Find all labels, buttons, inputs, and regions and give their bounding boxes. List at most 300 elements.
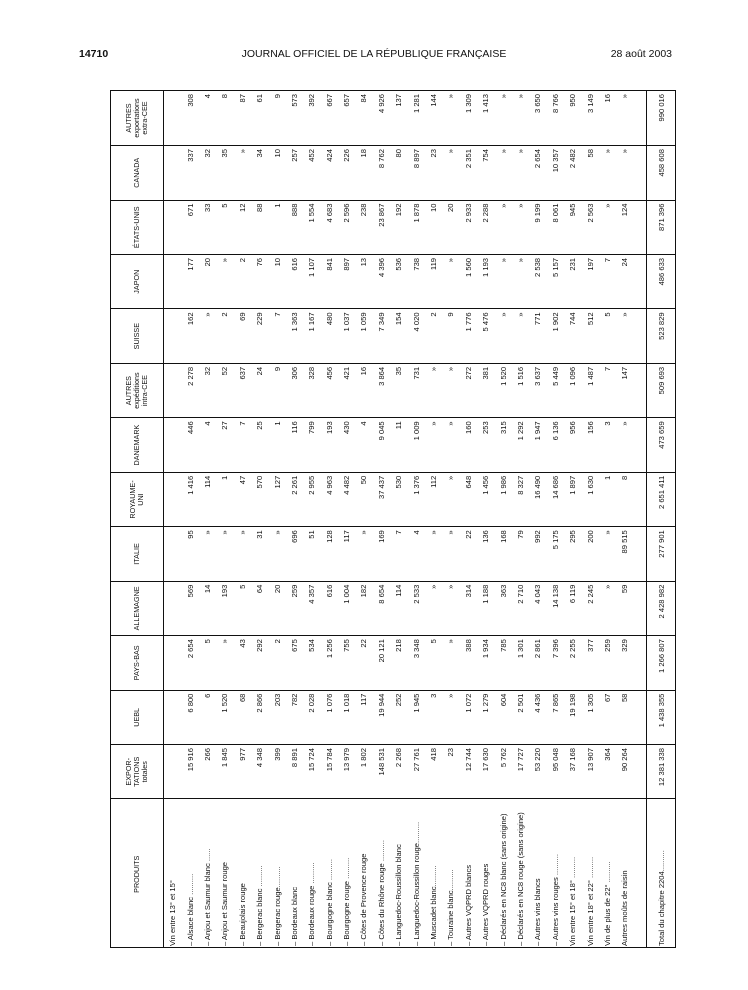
table-cell: »	[443, 636, 460, 690]
table-cell: 31	[251, 527, 268, 581]
table-cell: 117	[338, 527, 355, 581]
table-cell: 5 476	[477, 309, 494, 363]
table-cell: »	[425, 418, 442, 472]
table-cell: 1 516	[512, 363, 529, 417]
table-cell: 4	[199, 418, 216, 472]
table-cell: 4	[199, 91, 216, 146]
table-cell: 530	[390, 472, 407, 526]
table-cell: 127	[269, 472, 286, 526]
table-cell: 20	[269, 581, 286, 635]
table-cell: 5	[234, 581, 251, 635]
row-label: – Anjou et Saumur blanc ......	[202, 848, 212, 946]
table-row	[269, 91, 286, 948]
table-cell: 2 278	[182, 363, 199, 417]
table-cell: 8 762	[373, 146, 390, 200]
table-row	[530, 91, 547, 948]
spacer-cell	[634, 472, 647, 526]
row-label: – Languedoc-Roussillon blanc	[394, 844, 404, 946]
table-cell: 1 945	[408, 690, 425, 744]
table-cell: 144	[425, 91, 442, 146]
table-cell: 25	[251, 418, 268, 472]
table-cell: 5 449	[547, 363, 564, 417]
table-cell: 785	[495, 636, 512, 690]
table-cell: 61	[251, 91, 268, 146]
table-cell: 116	[286, 418, 303, 472]
table-cell: 6 119	[564, 581, 581, 635]
row-label: – Muscadet blanc..........	[429, 865, 439, 946]
table-cell: 2	[217, 309, 234, 363]
table-cell: 16	[599, 91, 616, 146]
table-cell: 8	[217, 91, 234, 146]
table-cell: 446	[182, 418, 199, 472]
page-header	[0, 0, 748, 70]
table-cell: 10 357	[547, 146, 564, 200]
total-cell: 509 693	[647, 363, 677, 417]
table-cell: »	[443, 146, 460, 200]
row-label: Vin entre 15° et 18° ..........	[568, 856, 578, 946]
table-cell: 1 009	[408, 418, 425, 472]
table-cell: »	[443, 527, 460, 581]
table-cell: »	[443, 363, 460, 417]
table-cell: 667	[321, 91, 338, 146]
table-cell: 4 926	[373, 91, 390, 146]
table-cell: 114	[390, 581, 407, 635]
column-header: CANADA	[111, 146, 164, 200]
table-cell: »	[512, 91, 529, 146]
table-cell: 23	[443, 745, 460, 799]
table-cell: 2 255	[564, 636, 581, 690]
table-row	[564, 91, 581, 948]
table-cell: 888	[286, 200, 303, 254]
table-cell: 377	[582, 636, 599, 690]
table-cell: »	[199, 527, 216, 581]
table-cell: 35	[390, 363, 407, 417]
table-cell: 1 947	[530, 418, 547, 472]
table-cell: 4 683	[321, 200, 338, 254]
table-cell: 13 979	[338, 745, 355, 799]
table-cell: 2	[234, 254, 251, 308]
row-label: – Anjou et Saumur rouge	[220, 861, 230, 946]
total-cell: 871 396	[647, 200, 677, 254]
table-cell: 616	[286, 254, 303, 308]
table-cell: »	[443, 472, 460, 526]
table-cell: 51	[304, 527, 321, 581]
spacer-cell	[634, 745, 647, 799]
table-cell: 231	[564, 254, 581, 308]
column-header: PAYS-BAS	[111, 636, 164, 690]
table-cell: »	[495, 309, 512, 363]
table-cell: 7 396	[547, 636, 564, 690]
table-cell: 88	[251, 200, 268, 254]
table-cell: »	[617, 146, 634, 200]
total-row	[647, 91, 677, 948]
table-cell: 89 515	[617, 527, 634, 581]
column-header: JAPON	[111, 254, 164, 308]
table-cell: »	[599, 581, 616, 635]
table-cell: 1 096	[564, 363, 581, 417]
table-cell: 218	[390, 636, 407, 690]
table-cell	[164, 581, 182, 635]
table-cell: »	[495, 200, 512, 254]
table-row	[356, 91, 373, 948]
column-header: AUTRES exportations extra-CEE	[111, 91, 164, 146]
table-row	[234, 91, 251, 948]
table-cell: 4 482	[338, 472, 355, 526]
table-cell: 7	[390, 527, 407, 581]
table-cell: 2 268	[390, 745, 407, 799]
total-cell: 523 829	[647, 309, 677, 363]
table-cell	[164, 745, 182, 799]
table-cell: 1 776	[460, 309, 477, 363]
table-body	[164, 91, 677, 948]
table-cell: 52	[217, 363, 234, 417]
table-cell: 696	[286, 527, 303, 581]
column-header: ÉTATS-UNIS	[111, 200, 164, 254]
table-cell: 1 018	[338, 690, 355, 744]
spacer-cell	[634, 309, 647, 363]
table-cell: »	[199, 309, 216, 363]
table-cell	[164, 309, 182, 363]
table-cell: 23	[425, 146, 442, 200]
table-cell: 4 348	[251, 745, 268, 799]
table-cell: 4 396	[373, 254, 390, 308]
table-cell: 9	[269, 91, 286, 146]
table-row	[199, 91, 216, 948]
table-cell: »	[217, 527, 234, 581]
table-cell: 95	[182, 527, 199, 581]
table-cell: 2 861	[530, 636, 547, 690]
table-row	[599, 91, 616, 948]
table-cell: 259	[599, 636, 616, 690]
table-cell: 148 531	[373, 745, 390, 799]
table-cell: 4	[408, 527, 425, 581]
table-cell: 3 864	[373, 363, 390, 417]
row-label: – Touraine blanc..........	[446, 869, 456, 946]
table-cell: 1 630	[582, 472, 599, 526]
table-cell: 3 149	[582, 91, 599, 146]
table-cell: 570	[251, 472, 268, 526]
table-cell: 1 902	[547, 309, 564, 363]
table-cell: 33	[199, 200, 216, 254]
table-cell: 20 121	[373, 636, 390, 690]
column-header-products: PRODUITS	[111, 799, 164, 948]
table-cell: 1 193	[477, 254, 494, 308]
table-cell: 8 327	[512, 472, 529, 526]
table-cell: »	[599, 527, 616, 581]
table-cell: 2 261	[286, 472, 303, 526]
table-cell: 59	[617, 581, 634, 635]
table-cell: 4	[356, 418, 373, 472]
table-cell: 314	[460, 581, 477, 635]
table-cell: 1 279	[477, 690, 494, 744]
table-cell	[164, 418, 182, 472]
table-cell: »	[356, 527, 373, 581]
table-row	[495, 91, 512, 948]
table-cell: 197	[582, 254, 599, 308]
table-cell: 8 897	[408, 146, 425, 200]
spacer-cell	[634, 91, 647, 146]
table-cell: 3 348	[408, 636, 425, 690]
table-cell: 193	[217, 581, 234, 635]
table-cell: 418	[425, 745, 442, 799]
table-cell	[164, 363, 182, 417]
table-row	[582, 91, 599, 948]
table-cell: 87	[234, 91, 251, 146]
table-cell: »	[599, 146, 616, 200]
table-cell: 252	[390, 690, 407, 744]
table-cell: 754	[477, 146, 494, 200]
table-cell: 238	[356, 200, 373, 254]
row-label: – Bourgogne blanc ..........	[324, 859, 334, 946]
table-cell: 259	[286, 581, 303, 635]
table-cell: 68	[234, 690, 251, 744]
table-row	[164, 91, 182, 948]
table-cell: »	[425, 581, 442, 635]
table-cell: 295	[564, 527, 581, 581]
table-cell: 452	[304, 146, 321, 200]
table-cell: 2 933	[460, 200, 477, 254]
table-cell: 15 784	[321, 745, 338, 799]
table-cell: 456	[321, 363, 338, 417]
table-cell: 2 563	[582, 200, 599, 254]
table-cell: 17 727	[512, 745, 529, 799]
table-cell: 8	[617, 472, 634, 526]
total-cell: 2 428 982	[647, 581, 677, 635]
table-cell: 1 076	[321, 690, 338, 744]
table-cell: 154	[390, 309, 407, 363]
table-cell	[164, 146, 182, 200]
table-cell: 616	[321, 581, 338, 635]
table-cell: »	[617, 91, 634, 146]
table-cell: 1 059	[356, 309, 373, 363]
table-cell: 1 878	[408, 200, 425, 254]
table-cell	[164, 91, 182, 146]
table-cell	[164, 254, 182, 308]
table-cell: 5 175	[547, 527, 564, 581]
table-cell: 27	[217, 418, 234, 472]
total-label: Total du chapitre 2204..........	[647, 799, 677, 948]
table-cell: 76	[251, 254, 268, 308]
table-cell: 2 351	[460, 146, 477, 200]
table-cell: 2 533	[408, 581, 425, 635]
table-cell: 480	[321, 309, 338, 363]
table-cell: 1 072	[460, 690, 477, 744]
table-cell: 9	[269, 363, 286, 417]
table-cell: 15 916	[182, 745, 199, 799]
table-cell: 2	[425, 309, 442, 363]
row-label: – Beaujolais rouge	[237, 883, 247, 946]
spacer-cell	[634, 363, 647, 417]
table-cell: 315	[495, 418, 512, 472]
table-cell	[164, 636, 182, 690]
table-cell: 257	[286, 146, 303, 200]
table-cell: 192	[390, 200, 407, 254]
table-cell: 2 866	[251, 690, 268, 744]
table-cell: »	[425, 527, 442, 581]
table-cell: 1 292	[512, 418, 529, 472]
table-cell: 7	[269, 309, 286, 363]
table-cell: 35	[217, 146, 234, 200]
table-cell: 137	[390, 91, 407, 146]
table-cell: 3 650	[530, 91, 547, 146]
table-cell	[164, 690, 182, 744]
table-cell: 11	[390, 418, 407, 472]
table-cell: 1 520	[217, 690, 234, 744]
table-cell: 24	[617, 254, 634, 308]
table-cell: 69	[234, 309, 251, 363]
table-cell: 27 761	[408, 745, 425, 799]
table-cell: 5	[199, 636, 216, 690]
row-label: – Déclarés en NC8 blanc (sans origine)	[498, 813, 508, 946]
table-cell: 203	[269, 690, 286, 744]
table-cell: 6	[199, 690, 216, 744]
table-cell: 392	[304, 91, 321, 146]
table-cell: »	[443, 581, 460, 635]
row-label: Vin de plus de 22° ..........	[602, 861, 612, 946]
table-cell: 2 028	[304, 690, 321, 744]
table-cell: 2 245	[582, 581, 599, 635]
row-label: – Côtes de Provence rouge	[359, 853, 369, 946]
table-cell: 1 897	[564, 472, 581, 526]
journal-title: JOURNAL OFFICIEL DE LA RÉPUBLIQUE FRANÇAISE	[241, 48, 507, 60]
table-cell: 4 043	[530, 581, 547, 635]
spacer-cell	[634, 254, 647, 308]
table-cell: 738	[408, 254, 425, 308]
table-row	[390, 91, 407, 948]
table-cell: 4 020	[408, 309, 425, 363]
table-row	[443, 91, 460, 948]
table-cell: 744	[564, 309, 581, 363]
table-row	[477, 91, 494, 948]
table-row	[408, 91, 425, 948]
table-cell: »	[495, 254, 512, 308]
table-cell: 1 554	[304, 200, 321, 254]
table-row	[286, 91, 303, 948]
table-cell: 53 220	[530, 745, 547, 799]
table-cell: 771	[530, 309, 547, 363]
table-row	[373, 91, 390, 948]
table-cell: 782	[286, 690, 303, 744]
table-cell: 1 376	[408, 472, 425, 526]
table-cell: 671	[182, 200, 199, 254]
table-cell: 604	[495, 690, 512, 744]
table-cell: 168	[495, 527, 512, 581]
spacer-cell	[634, 418, 647, 472]
table-cell: 43	[234, 636, 251, 690]
table-cell: 897	[338, 254, 355, 308]
table-cell: 20	[199, 254, 216, 308]
table-cell: 200	[582, 527, 599, 581]
page-number: 14710	[79, 48, 109, 60]
table-cell: 124	[617, 200, 634, 254]
table-cell: 14	[199, 581, 216, 635]
table-cell: 992	[530, 527, 547, 581]
table-cell: 1 416	[182, 472, 199, 526]
table-cell	[164, 472, 182, 526]
table-cell: 5	[425, 636, 442, 690]
column-header: ROYAUME-UNI	[111, 472, 164, 526]
table-cell: 9 199	[530, 200, 547, 254]
table-cell: 1	[269, 200, 286, 254]
table-cell: 7 349	[373, 309, 390, 363]
table-cell: 22	[460, 527, 477, 581]
row-label: – Bergerac blanc ..........	[255, 865, 265, 946]
table-cell: 1 456	[477, 472, 494, 526]
row-label: – Autres vins blancs	[533, 878, 543, 946]
total-cell: 277 901	[647, 527, 677, 581]
table-cell: 9	[443, 309, 460, 363]
table-cell: 58	[582, 146, 599, 200]
table-cell: 1 167	[304, 309, 321, 363]
table-cell: 755	[338, 636, 355, 690]
spacer-cell	[634, 200, 647, 254]
table-cell: 7 865	[547, 690, 564, 744]
table-cell: 14 686	[547, 472, 564, 526]
table-cell: 32	[199, 363, 216, 417]
table-cell: 119	[425, 254, 442, 308]
table-cell: 1 309	[460, 91, 477, 146]
table-cell	[164, 527, 182, 581]
table-cell: 80	[390, 146, 407, 200]
table-cell: 182	[356, 581, 373, 635]
table-cell: 50	[356, 472, 373, 526]
table-cell: 177	[182, 254, 199, 308]
table-cell: 8 891	[286, 745, 303, 799]
table-cell: 1 301	[512, 636, 529, 690]
table-cell: »	[234, 527, 251, 581]
table-cell: 47	[234, 472, 251, 526]
table-cell: 253	[477, 418, 494, 472]
table-cell: 19 944	[373, 690, 390, 744]
table-cell: 841	[321, 254, 338, 308]
table-cell: 24	[251, 363, 268, 417]
table-cell: 363	[495, 581, 512, 635]
spacer-cell	[634, 690, 647, 744]
table-cell: »	[217, 636, 234, 690]
table-cell: 5	[599, 309, 616, 363]
table-cell: »	[512, 309, 529, 363]
spacer-cell	[634, 146, 647, 200]
table-cell: 147	[617, 363, 634, 417]
spacer-cell	[634, 636, 647, 690]
table-cell: 117	[356, 690, 373, 744]
table-cell: 4 963	[321, 472, 338, 526]
table-cell: 5	[217, 200, 234, 254]
table-cell: 306	[286, 363, 303, 417]
row-label: – Autres vins rouges ..........	[550, 853, 560, 946]
table-cell: »	[599, 200, 616, 254]
table-cell: 1 560	[460, 254, 477, 308]
table-row	[512, 91, 529, 948]
table-cell: 4 357	[304, 581, 321, 635]
table-cell: 1	[269, 418, 286, 472]
row-label: – Languedoc-Roussillon rouge..........	[411, 821, 421, 946]
table-cell: 22	[356, 636, 373, 690]
table-cell: 58	[617, 690, 634, 744]
column-header: SUISSE	[111, 309, 164, 363]
table-cell: 1 986	[495, 472, 512, 526]
column-header: DANEMARK	[111, 418, 164, 472]
row-label: – Bordeaux rouge ..........	[307, 862, 317, 946]
table-cell: 1 934	[477, 636, 494, 690]
export-table-frame	[110, 90, 676, 948]
table-cell: 14 138	[547, 581, 564, 635]
table-cell: 1 845	[217, 745, 234, 799]
table-cell: »	[443, 254, 460, 308]
table-cell: 512	[582, 309, 599, 363]
table-cell: 3	[425, 690, 442, 744]
table-cell: 64	[251, 581, 268, 635]
